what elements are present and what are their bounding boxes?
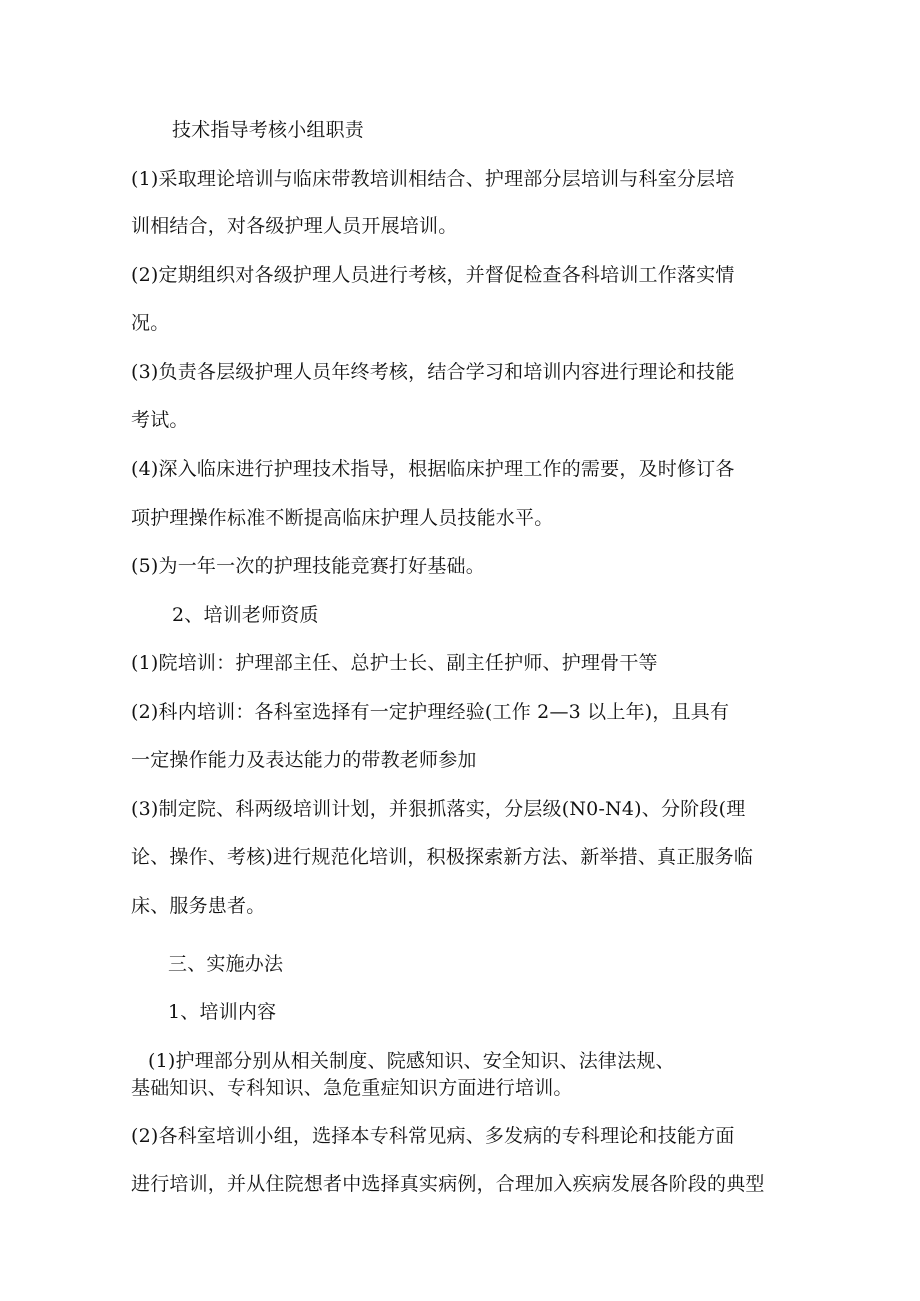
paragraph-line: (2)各科室培训小组，选择本专科常见病、多发病的专科理论和技能方面	[131, 1125, 735, 1147]
paragraph-line: 训相结合，对各级护理人员开展培训。	[131, 215, 458, 237]
paragraph-line: 床、服务患者。	[131, 895, 266, 917]
paragraph-line: (3)负责各层级护理人员年终考核，结合学习和培训内容进行理论和技能	[131, 361, 735, 383]
paragraph-line: 一定操作能力及表达能力的带教老师参加	[131, 749, 477, 771]
paragraph-line: (1)护理部分别从相关制度、院感知识、安全知识、法律法规、	[148, 1050, 675, 1072]
section-heading: 三、实施办法	[168, 953, 284, 975]
paragraph-line: 况。	[131, 312, 170, 334]
paragraph-line: (2)科内培训：各科室选择有一定护理经验(工作 2—3 以上年)，且具有	[131, 701, 730, 723]
paragraph-line: (5)为一年一次的护理技能竞赛打好基础。	[131, 555, 485, 577]
section-heading: 1、培训内容	[168, 1001, 277, 1023]
paragraph-line: (2)定期组织对各级护理人员进行考核，并督促检查各科培训工作落实情	[131, 264, 735, 286]
paragraph-line: 考试。	[131, 409, 189, 431]
paragraph-line: 进行培训，并从住院想者中选择真实病例，合理加入疾病发展各阶段的典型	[131, 1173, 765, 1195]
paragraph-line: (3)制定院、科两级培训计划，并狠抓落实，分层级(N0-N4)、分阶段(理	[131, 798, 746, 820]
paragraph-line: 基础知识、专科知识、急危重症知识方面进行培训。	[131, 1077, 573, 1099]
section-heading: 2、培训老师资质	[172, 604, 319, 626]
paragraph-line: (1)院培训：护理部主任、总护士长、副主任护师、护理骨干等	[131, 652, 658, 674]
paragraph-line: 项护理操作标准不断提高临床护理人员技能水平。	[131, 507, 554, 529]
paragraph-line: (1)采取理论培训与临床带教培训相结合、护理部分层培训与科室分层培	[131, 168, 735, 190]
paragraph-line: (4)深入临床进行护理技术指导，根据临床护理工作的需要，及时修订各	[131, 458, 735, 480]
section-heading: 技术指导考核小组职责	[172, 119, 365, 141]
paragraph-line: 论、操作、考核)进行规范化培训，积极探索新方法、新举措、真正服务临	[131, 846, 754, 868]
